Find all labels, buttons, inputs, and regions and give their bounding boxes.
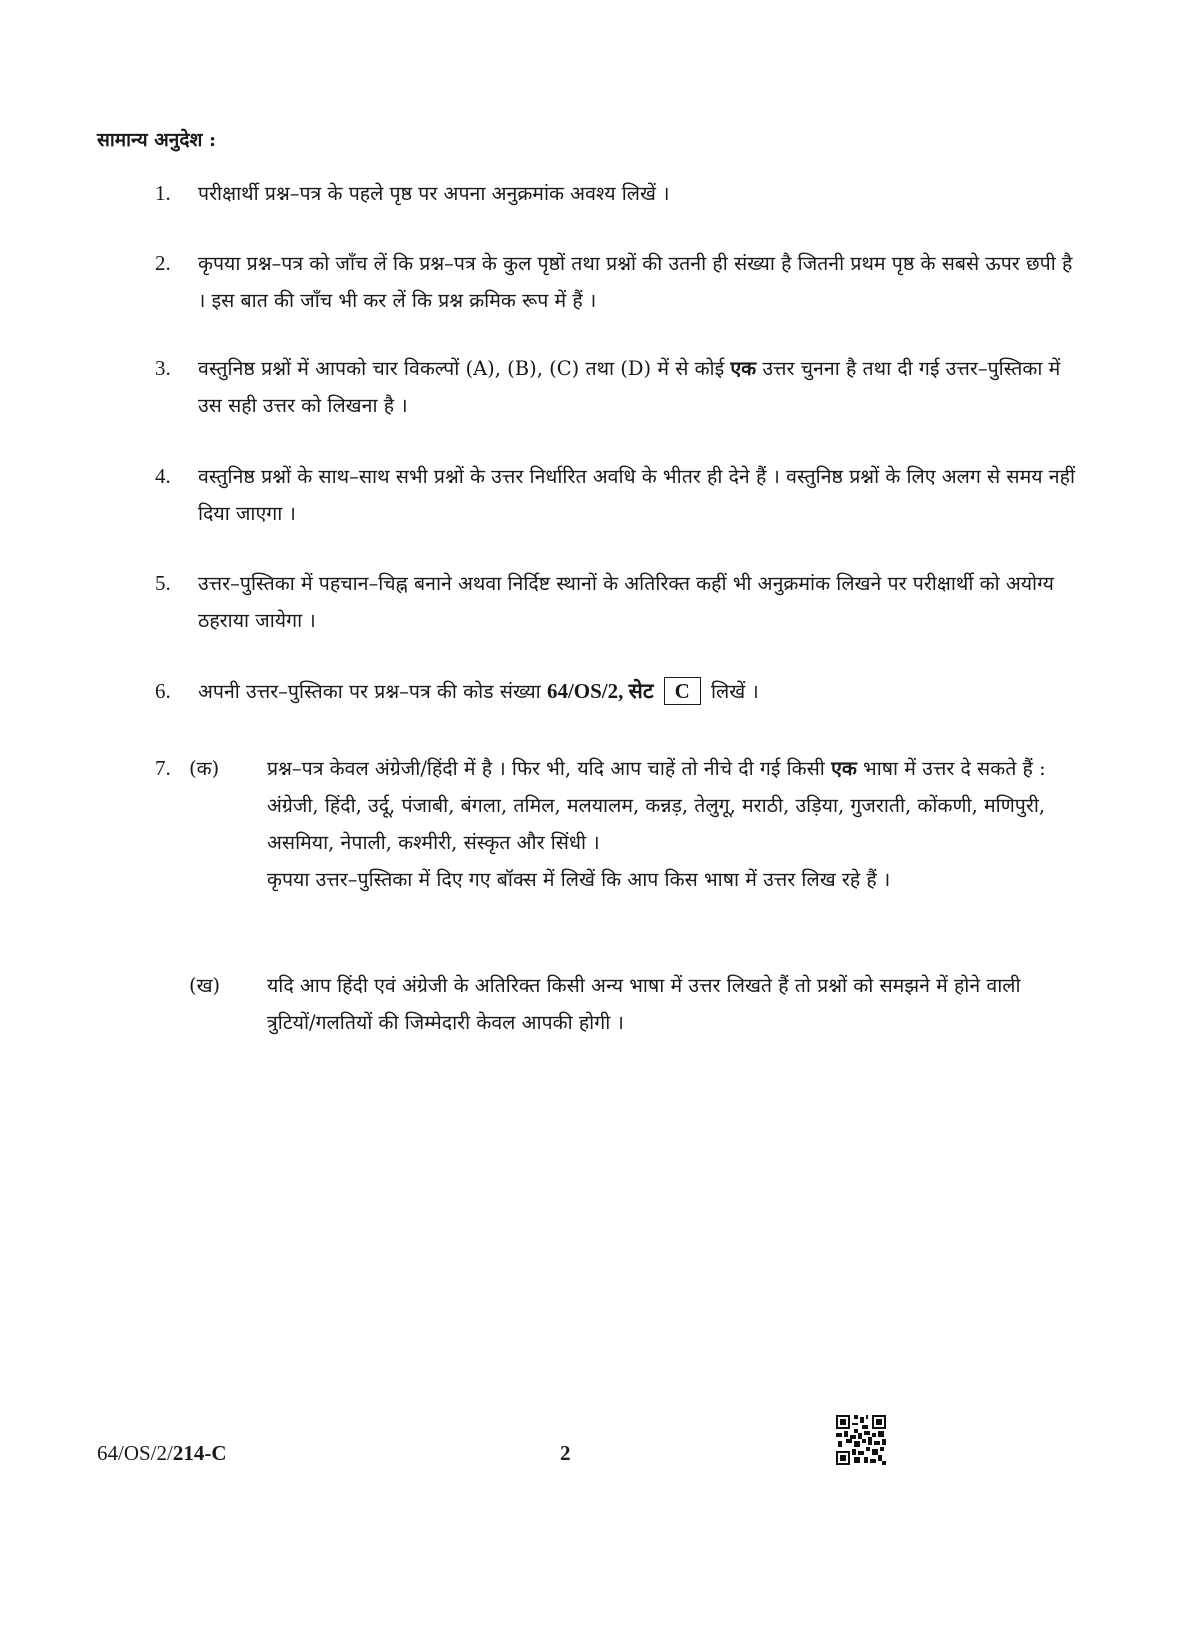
sub-text-part: भाषा में उत्तर दे सकते हैं :	[863, 757, 1046, 780]
box-note: कृपया उत्तर–पुस्तिका में दिए गए बॉक्स में लिखें कि आप किस भाषा में उत्तर लिख रहे हैं ।	[267, 868, 891, 891]
sub-text	[267, 750, 1049, 787]
emphasis-one: एक	[831, 757, 857, 780]
instruction-text: उत्तर–पुस्तिका में पहचान–चिह्न बनाने अथवा निर्दिष्ट स्थानों के अतिरिक्त कहीं भी अनुक्रमांक लिखने पर परीक्षार्थी को अयोग्य ठहराया जायेगा ।	[198, 572, 1054, 632]
instruction-text-part: वस्तुनिष्ठ प्रश्नों में आपको चार विकल्पों (A), (B), (C) तथा (D) में से कोई	[198, 357, 725, 380]
instruction-text: वस्तुनिष्ठ प्रश्नों के साथ–साथ सभी प्रश्नों के उत्तर निर्धारित अवधि के भीतर ही देने हैं । वस्तुनिष्ठ प्रश्नों के लिए अलग से समय नहीं दिया जाएगा ।	[198, 465, 1076, 525]
instruction-number: 1.	[155, 181, 171, 205]
qr-code-icon	[836, 1415, 886, 1465]
general-instructions-heading: सामान्य अनुदेश :	[97, 129, 216, 151]
instruction-7b	[189, 967, 1049, 1041]
sub-label: (क)	[189, 757, 220, 780]
instruction-1	[155, 175, 1085, 212]
instruction-text	[198, 673, 1085, 710]
instruction-number: 7.	[155, 756, 171, 780]
paper-code: 64/OS/2, सेट	[546, 679, 654, 703]
sub-text: यदि आप हिंदी एवं अंग्रेजी के अतिरिक्त किसी अन्य भाषा में उत्तर लिखते हैं तो प्रश्नों को समझने में होने वाली त्रुटियों/गलतियों की जिम्मेदारी केवल आपकी होगी ।	[267, 974, 1021, 1034]
instruction-number: 3.	[155, 356, 171, 380]
instruction-5	[155, 565, 1085, 639]
paper-code-suffix: 214-C	[172, 1441, 227, 1465]
instruction-text-part: लिखें ।	[711, 680, 759, 703]
instruction-6	[155, 673, 1085, 710]
sub-label: (ख)	[189, 974, 221, 997]
instruction-2	[155, 245, 1085, 319]
emphasis-one: एक	[730, 357, 757, 380]
instruction-4	[155, 458, 1085, 532]
instruction-3	[155, 350, 1085, 424]
instruction-text-part: अपनी उत्तर–पुस्तिका पर प्रश्न–पत्र की कोड संख्या	[198, 680, 541, 703]
instruction-7a	[189, 750, 1049, 898]
instruction-number: 6.	[155, 679, 171, 703]
instruction-number: 4.	[155, 464, 171, 488]
instruction-text-part: उत्तर चुनना है तथा दी गई उत्तर–पुस्तिका में उस सही उत्तर को लिखना है ।	[198, 357, 1061, 417]
sub-text-part: प्रश्न–पत्र केवल अंग्रेजी/हिंदी में है । फिर भी, यदि आप चाहें तो नीचे दी गई किसी	[267, 757, 825, 780]
page-number: 2	[560, 1441, 571, 1465]
paper-code-footer	[97, 1441, 227, 1466]
instruction-text: कृपया प्रश्न–पत्र को जाँच लें कि प्रश्न–पत्र के कुल पृष्ठों तथा प्रश्नों की उतनी ही संख्या है जितनी प्रथम पृष्ठ के सबसे ऊपर छपी है । इस बात की जाँच भी कर लें कि प्रश्न क्रमिक रूप में हैं ।	[198, 252, 1073, 312]
instruction-number: 5.	[155, 571, 171, 595]
sub-body	[267, 750, 1049, 898]
instruction-text	[198, 350, 1085, 424]
sub-body	[267, 967, 1049, 1041]
instruction-number: 2.	[155, 251, 171, 275]
paper-code-prefix: 64/OS/2/	[97, 1441, 173, 1465]
set-code-box: C	[664, 677, 701, 705]
instruction-text: परीक्षार्थी प्रश्न–पत्र के पहले पृष्ठ पर अपना अनुक्रमांक अवश्य लिखें ।	[198, 182, 670, 205]
language-list: अंग्रेजी, हिंदी, उर्दू, पंजाबी, बंगला, तमिल, मलयालम, कन्नड़, तेलुगू, मराठी, उड़िया, गुजराती, कोंकणी, मणिपुरी, असमिया, नेपाली, कश्मीरी, संस्कृत और सिंधी ।	[267, 794, 1046, 854]
